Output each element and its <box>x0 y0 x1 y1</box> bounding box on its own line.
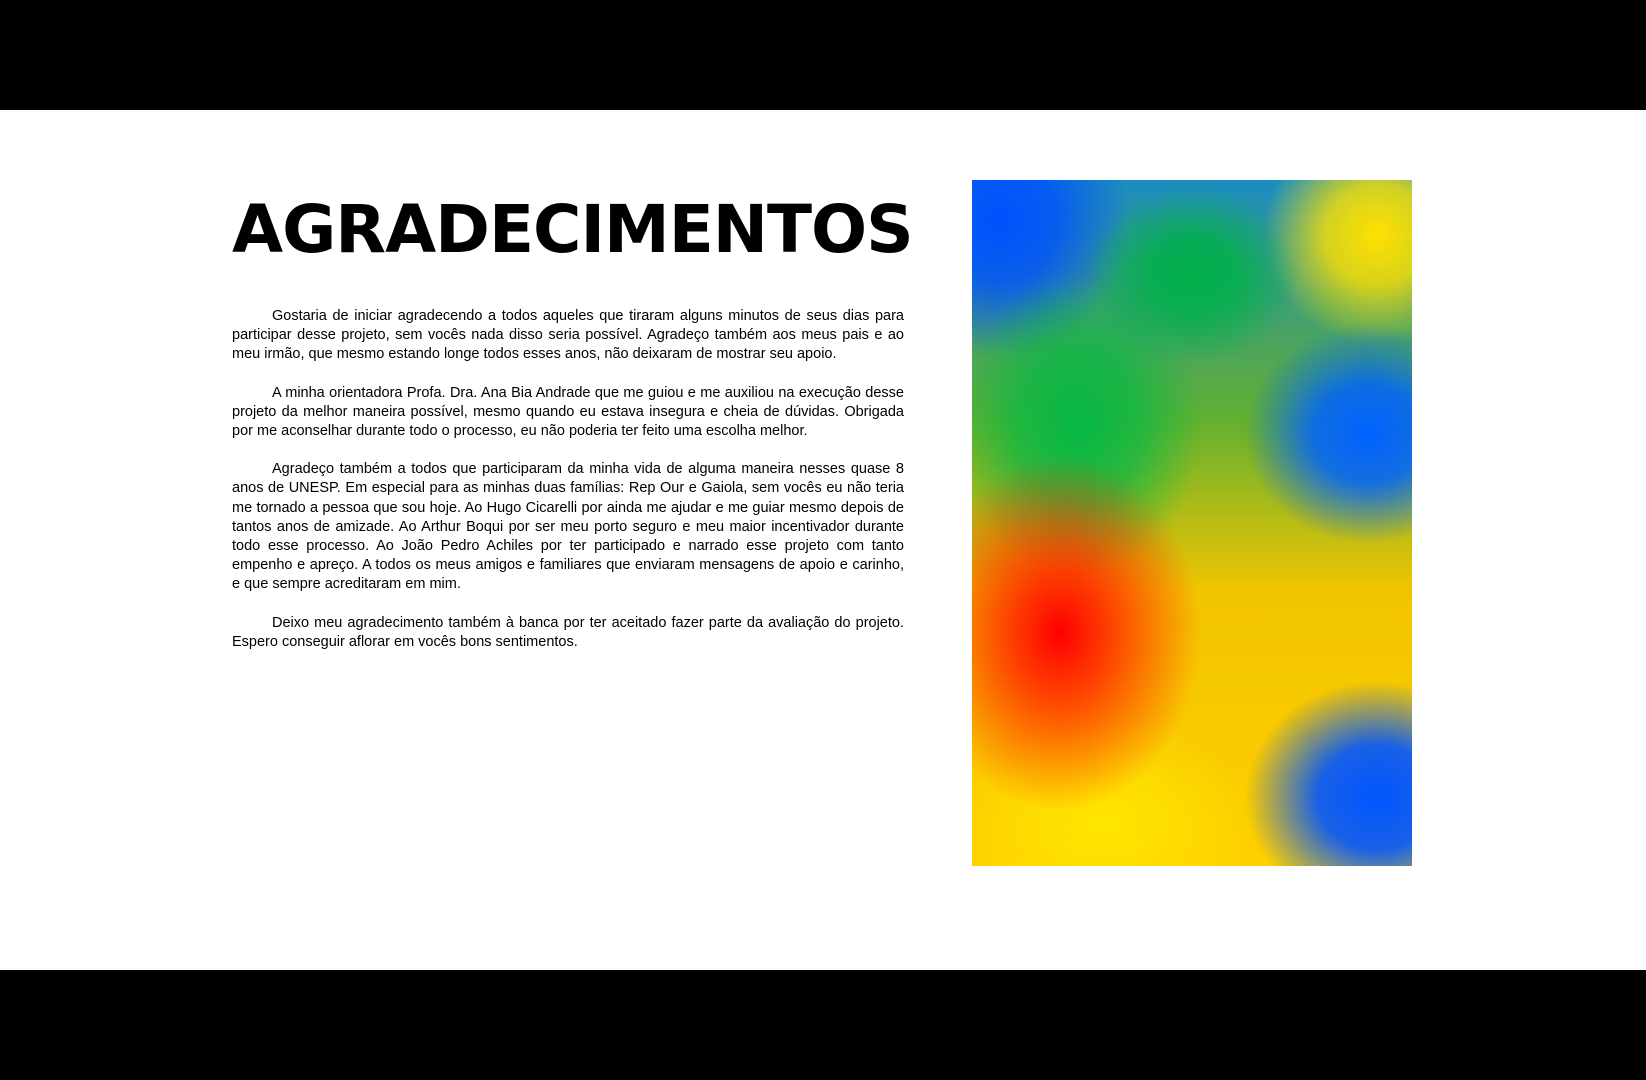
paragraph-3: Agradeço também a todos que participaram da minha vida de alguma maneira nesses quase 8 anos de UNESP. Em especial para as minhas duas famílias: Rep Our e Gaiola, sem vocês eu não teria me tornado a pessoa que sou hoje. Ao Hugo Cicarelli por ainda me ajudar e me guiar mesmo depois de tantos anos de amizade. Ao Arthur Boqui por ser meu porto seguro e meu maior incentivador durante todo esse processo. Ao João Pedro Achiles por ter participado e narrado esse projeto com tanto empenho e apreço. A todos os meus amigos e familiares que enviaram mensagens de apoio e carinho, e que sempre acreditaram em mim. <box>232 461 904 593</box>
paragraph-2: A minha orientadora Profa. Dra. Ana Bia Andrade que me guiou e me auxiliou na execução desse projeto da melhor maneira possível, mesmo quando eu estava insegura e cheia de dúvidas. Obrigada por me aconselhar durante todo o processo, eu não poderia ter feito uma escolha melhor. <box>232 384 904 440</box>
gradient-image <box>972 180 1412 866</box>
acknowledgements-text <box>232 307 904 671</box>
slide <box>0 110 1646 970</box>
paragraph-1: Gostaria de iniciar agradecendo a todos aqueles que tiraram alguns minutos de seus dias para participar desse projeto, sem vocês nada disso seria possível. Agradeço também aos meus pais e ao meu irmão, que mesmo estando longe todos esses anos, não deixaram de mostrar seu apoio. <box>232 308 904 363</box>
slide-title: AGRADECIMENTOS <box>232 191 913 268</box>
paragraph-4: Deixo meu agradecimento também à banca por ter aceitado fazer parte da avaliação do projeto. Espero conseguir aflorar em vocês bons sentimentos. <box>232 614 904 650</box>
